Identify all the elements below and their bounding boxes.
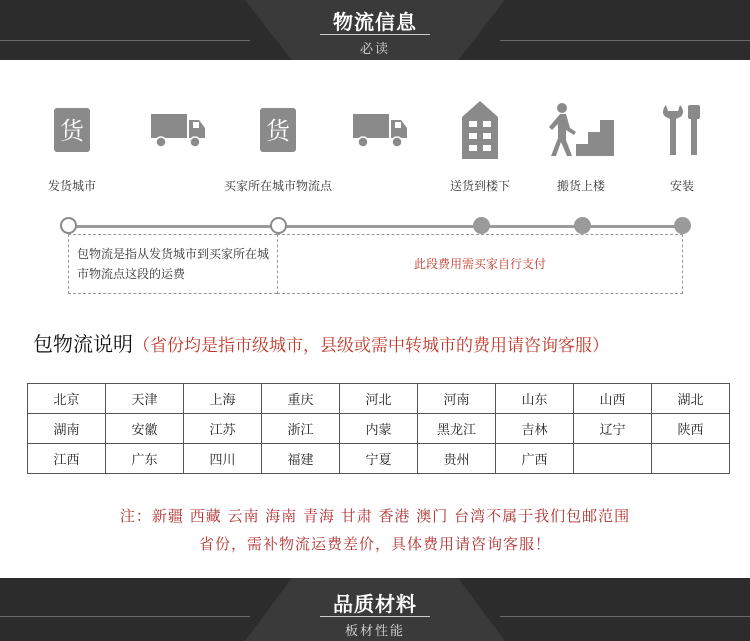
city-cell: 广东	[106, 444, 184, 474]
tools-icon	[660, 103, 704, 157]
city-cell: 辽宁	[574, 414, 652, 444]
city-cell: 江西	[28, 444, 106, 474]
truck-icon	[351, 110, 409, 150]
step-buyer-city	[223, 95, 332, 194]
timeline-dot	[574, 217, 591, 234]
buyer-paid-box	[277, 234, 683, 294]
city-cell	[574, 444, 652, 474]
city-cell: 黑龙江	[418, 414, 496, 444]
footer-separator	[320, 616, 430, 617]
section-note: （省份均是指市级城市，县级或需中转城市的费用请咨询客服）	[133, 336, 609, 356]
city-cell: 天津	[106, 384, 184, 414]
footer-banner	[0, 578, 750, 641]
city-cell: 四川	[184, 444, 262, 474]
step-deliver-downstairs	[430, 95, 530, 194]
timeline-dot	[270, 217, 287, 234]
step-label: 发货城市	[47, 179, 96, 193]
city-cell: 宁夏	[340, 444, 418, 474]
city-cell: 广西	[496, 444, 574, 474]
city-cell: 浙江	[262, 414, 340, 444]
city-cell: 湖南	[28, 414, 106, 444]
city-cell: 山西	[574, 384, 652, 414]
header-banner	[0, 0, 750, 60]
goods-icon	[52, 106, 92, 154]
step-label: 送货到楼下	[449, 179, 510, 193]
city-cell: 吉林	[496, 414, 574, 444]
step-truck-1	[128, 95, 228, 165]
city-cell: 安徽	[106, 414, 184, 444]
step-label: 安装	[669, 179, 694, 193]
svg-text:货: 货	[60, 117, 84, 145]
city-cell	[652, 444, 730, 474]
city-cell: 山东	[496, 384, 574, 414]
header-subtitle: 必读	[359, 42, 390, 57]
section-title: 包物流说明	[33, 332, 133, 356]
step-label: 买家所在城市物流点	[223, 179, 332, 193]
table-row	[28, 414, 730, 444]
table-row	[28, 384, 730, 414]
city-cell: 贵州	[418, 444, 496, 474]
city-cell: 河南	[418, 384, 496, 414]
step-carry-upstairs	[531, 95, 631, 194]
city-cell: 重庆	[262, 384, 340, 414]
header-title: 物流信息	[333, 10, 417, 34]
city-cell: 内蒙	[340, 414, 418, 444]
notice-line-2: 省份，需补物流运费差价，具体费用请咨询客服！	[198, 535, 551, 553]
city-cell: 湖北	[652, 384, 730, 414]
city-cell: 北京	[28, 384, 106, 414]
table-row	[28, 444, 730, 474]
city-cell: 福建	[262, 444, 340, 474]
timeline-dot	[473, 217, 490, 234]
notice-line-1: 注：新疆 西藏 云南 海南 青海 甘肃 香港 澳门 台湾不属于我们包邮范围	[119, 507, 631, 525]
city-table	[27, 383, 730, 474]
truck-icon	[149, 110, 207, 150]
step-label: 搬货上楼	[556, 179, 605, 193]
included-shipping-box	[68, 234, 277, 294]
city-cell: 陕西	[652, 414, 730, 444]
timeline-dot	[674, 217, 691, 234]
city-cell: 上海	[184, 384, 262, 414]
stairs-icon	[546, 102, 616, 158]
goods-icon	[258, 106, 298, 154]
section-heading	[33, 328, 609, 357]
building-icon	[460, 99, 500, 161]
timeline-dot	[60, 217, 77, 234]
header-separator	[320, 34, 430, 35]
step-install	[632, 95, 732, 194]
city-cell: 河北	[340, 384, 418, 414]
footer-subtitle: 板材性能	[344, 624, 405, 639]
footer-title: 品质材料	[333, 592, 417, 616]
included-shipping-text: 包物流是指从发货城市到买家所在城市物流点这段的运费	[77, 247, 270, 281]
svg-text:货: 货	[266, 117, 290, 145]
step-truck-2	[330, 95, 430, 165]
step-ship-city	[22, 95, 122, 194]
buyer-paid-text: 此段费用需买家自行支付	[413, 257, 546, 271]
city-cell: 江苏	[184, 414, 262, 444]
